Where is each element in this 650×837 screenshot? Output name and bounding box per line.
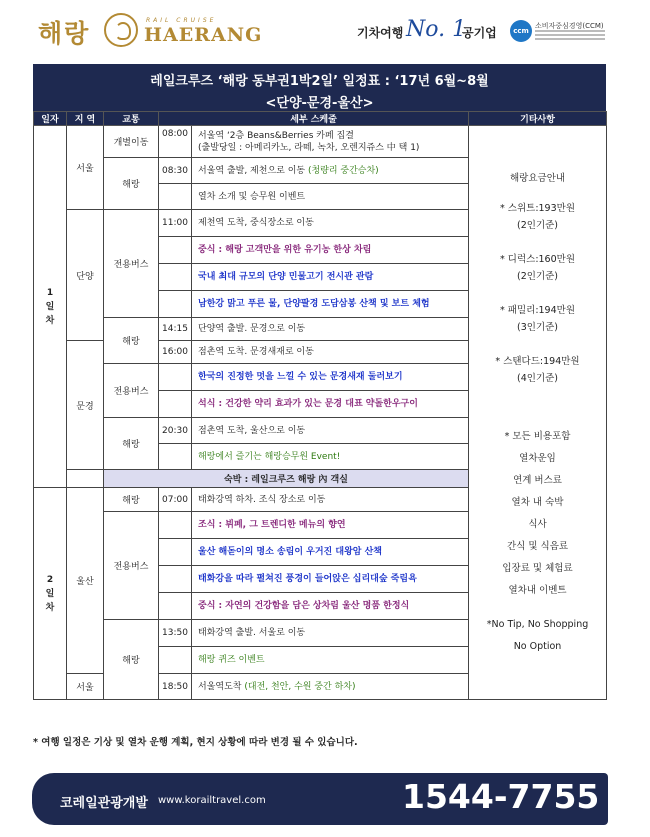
schedule-cell: 해랑 퀴즈 이벤트 [192,647,469,674]
day2-label: 2 일 차 [34,488,67,700]
transport-haerang: 해랑 [104,418,159,470]
transport-bus: 전용버스 [104,210,159,318]
time-cell-empty [159,566,192,593]
time-cell-empty [159,647,192,674]
ccm-title: 소비자중심경영(CCM) [535,22,604,30]
transport-individual: 개별이동 [104,126,159,158]
page-title: 레일크루즈 ‘해랑 동부권1박2일’ 일정표 : ‘17년 6월~8월 [150,74,489,89]
col-header-date: 일자 [34,112,67,126]
schedule-cell: 태화강역 출발. 서울로 이동 [192,620,469,647]
time-cell-empty [159,264,192,291]
col-header-region: 지 역 [67,112,104,126]
ccm-fine-print [535,30,605,42]
fare-family: * 패밀리:194만원 [500,305,576,316]
transport-bus: 전용버스 [104,364,159,418]
time-cell-empty [159,184,192,210]
time-cell: 16:00 [159,341,192,364]
time-cell-empty [159,364,192,391]
schedule-cell: 중식 : 해랑 고객만을 위한 유기농 한상 차림 [192,237,469,264]
time-cell-empty [159,512,192,539]
region-seoul-return: 서울 [67,674,104,700]
schedule-cell: 해랑에서 즐기는 해랑승무원 Event! [192,444,469,470]
fare-standard-basis: (4인기준) [517,373,559,384]
inclusion-item: 간식 및 식음료 [506,541,569,552]
schedule-cell: 단양역 출발. 문경으로 이동 [192,318,469,341]
schedule-cell: 태화강역 하차. 조식 장소로 이동 [192,488,469,512]
schedule-cell: 점촌역 도착. 문경새재로 이동 [192,341,469,364]
schedule-cell: 국내 최대 규모의 단양 민물고기 전시관 관람 [192,264,469,291]
region-ulsan: 울산 [67,488,104,674]
footer-phone-number[interactable]: 1544-7755 [402,777,600,816]
schedule-cell: 서울역 ‘2층 Beans&Berries 카페 집결 (출발당일 : 아메리카노, 라떼, 녹차, 오렌지쥬스 中 택 1) [192,126,469,158]
schedule-cell: 서울역 출발, 제천으로 이동 (청량리 중간승차) [192,158,469,184]
tagline-suffix: 공기업 [462,26,497,40]
inclusion-item: 열차운임 [519,453,556,464]
inclusion-item: 입장료 및 체험료 [502,563,573,574]
time-cell: 08:00 [159,126,192,158]
table-row [34,126,607,158]
col-header-schedule: 세부 스케줄 [159,112,469,126]
itinerary-table [33,111,607,700]
etc-notes [469,126,607,700]
schedule-cell: 중식 : 자연의 건강함을 담은 상차림 울산 명품 한정식 [192,593,469,620]
schedule-cell: 한국의 진정한 멋을 느낄 수 있는 문경새재 둘러보기 [192,364,469,391]
schedule-cell: 태화강을 따라 펼쳐진 풍경이 들어앉은 십리대숲 죽림욕 [192,566,469,593]
time-cell-empty [159,444,192,470]
fare-standard: * 스탠다드:194만원 [495,356,580,367]
time-cell: 14:15 [159,318,192,341]
schedule-cell: 서울역도착 (대전, 천안, 수원 중간 하차) [192,674,469,700]
footer-website-link[interactable]: www.korailtravel.com [158,795,266,806]
no-option-note: No Option [513,641,562,652]
fare-family-basis: (3인기준) [517,322,559,333]
schedule-cell: 조식 : 뷔페, 그 트렌디한 메뉴의 향연 [192,512,469,539]
col-header-transport: 교통 [104,112,159,126]
fare-deluxe: * 디럭스:160만원 [500,254,576,265]
fare-suite: * 스위트:193만원 [500,203,576,214]
transport-haerang: 해랑 [104,488,159,512]
region-danyang: 단양 [67,210,104,341]
footer-banner [32,773,608,825]
transport-haerang: 해랑 [104,158,159,210]
inclusion-item: 식사 [528,519,547,530]
schedule-cell: 열차 소개 및 승무원 이벤트 [192,184,469,210]
transport-bus: 전용버스 [104,512,159,620]
tagline-no1: No. 1 [406,17,467,42]
fare-heading: 해랑요금안내 [509,173,566,184]
region-seoul: 서울 [67,126,104,210]
route-subtitle: <단양-문경-울산> [265,96,374,111]
schedule-cell: 석식 : 건강한 약리 효과가 있는 문경 대표 약돌한우구이 [192,391,469,418]
itinerary-title-band [33,64,606,111]
time-cell-empty [159,291,192,318]
inclusion-item: 연계 버스료 [513,475,562,486]
inclusion-item: 열차내 이벤트 [508,585,567,596]
haerang-emblem-icon [104,13,138,47]
schedule-cell: 제천역 도착, 중식장소로 이동 [192,210,469,237]
col-header-etc: 기타사항 [469,112,607,126]
inclusion-item: 열차 내 숙박 [511,497,564,508]
no-tip-note: *No Tip, No Shopping [486,619,589,630]
time-cell-empty [159,237,192,264]
time-cell: 13:50 [159,620,192,647]
region-cell-empty [67,470,104,488]
schedule-cell: 남한강 맑고 푸른 물, 단양팔경 도담삼봉 산책 및 보트 체험 [192,291,469,318]
logo-english: HAERANG [144,24,263,46]
ccm-logo-icon: ccm [510,20,532,42]
fare-suite-basis: (2인기준) [517,220,559,231]
logo-korean: 해랑 [38,19,91,48]
inclusions-heading: * 모든 비용포함 [504,431,571,442]
schedule-cell: 울산 해돋이의 명소 송림이 우거진 대왕암 산책 [192,539,469,566]
time-cell-empty [159,391,192,418]
time-cell: 20:30 [159,418,192,444]
time-cell: 08:30 [159,158,192,184]
transport-haerang: 해랑 [104,318,159,364]
fare-deluxe-basis: (2인기준) [517,271,559,282]
lodging-row: 숙박 : 레일크루즈 해랑 內 객실 [104,470,469,488]
time-cell: 11:00 [159,210,192,237]
table-header-row [34,112,607,126]
tagline-prefix: 기차여행 [357,26,404,40]
footer-brand: 코레일관광개발 [60,796,148,811]
day1-label: 1 일 차 [34,126,67,488]
time-cell-empty [159,539,192,566]
disclaimer-note: * 여행 일정은 기상 및 열차 운행 계획, 현지 상황에 따라 변경 될 수 있습니다. [33,737,358,748]
schedule-cell: 점촌역 도착, 울산으로 이동 [192,418,469,444]
region-mungyeong: 문경 [67,341,104,470]
transport-haerang: 해랑 [104,620,159,700]
time-cell-empty [159,593,192,620]
page-header [0,0,650,62]
logo-subtitle: RAIL CRUISE [146,17,217,24]
time-cell: 07:00 [159,488,192,512]
time-cell: 18:50 [159,674,192,700]
